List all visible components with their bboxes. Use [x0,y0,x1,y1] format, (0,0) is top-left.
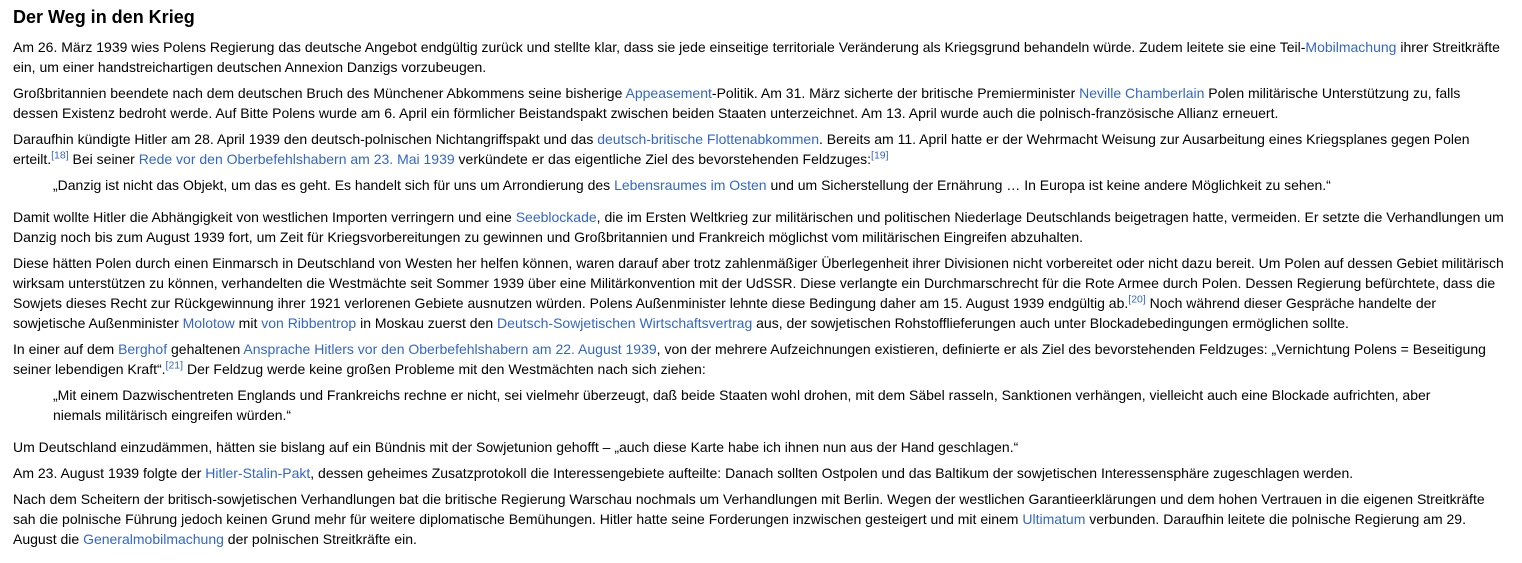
wiki-link[interactable]: Lebensraumes im Osten [614,177,767,193]
reference-marker [51,149,69,161]
wiki-link[interactable]: Neville Chamberlain [1079,85,1205,101]
wiki-link[interactable]: Mobilmachung [1305,39,1397,55]
paragraph: Daraufhin kündigte Hitler am 28. April 1939 den deutsch-polnischen Nichtangriffspakt und das deutsch-britische Flottenabkommen. Bereits am 11. April hatte er der Wehrmacht Weisung zur Ausarbeitung eines Kriegsplanes gegen Polen erteilt.[18] Bei seiner Rede vor den Oberbefehlshabern am 23. Mai 1939 verkündete er das eigentliche Ziel des bevorstehenden Feldzuges:[19] [13,131,1470,167]
reference-link[interactable]: [21] [165,359,184,372]
section-heading: Der Weg in den Krieg [13,7,195,27]
reference-link[interactable]: [19] [871,149,889,162]
wiki-link[interactable]: Hitler-Stalin-Pakt [205,465,311,481]
wiki-link[interactable]: Rede vor den Oberbefehlshabern am 23. Mai 1939 [138,151,455,167]
paragraph: Damit wollte Hitler die Abhängigkeit von westlichen Importen verringern und eine Seeblockade, die im Ersten Weltkrieg zur militärischen und politischen Niederlage Deutschlands beigetragen hatte, vermeiden. Er setzte die Verhandlungen um Danzig noch bis zum August 1939 fort, um Zeit für Kriegsvorbereitungen zu gewinnen und Großbritannien und Frankreich möglichst vom militärischen Eingreifen abzuhalten. [13,209,1504,245]
wiki-link[interactable]: Appeasement [625,85,712,101]
reference-link[interactable]: [18] [51,149,69,162]
wiki-link[interactable]: von Ribbentrop [261,315,357,331]
quote-block: „Mit einem Dazwischentreten Englands und Frankreichs rechne er nicht, sei vielmehr überzeugt, daß beide Staaten wohl drohen, mit dem Säbel rasseln, Sanktionen verhängen, vielleicht auch eine Blockade aufrichten, aber niemals militärisch eingreifen würden.“ [53,387,1431,423]
wiki-link[interactable]: Molotow [182,315,235,331]
paragraph: Am 23. August 1939 folgte der Hitler-Stalin-Pakt, dessen geheimes Zusatzprotokoll die Interessengebiete aufteilte: Danach sollten Ostpolen und das Baltikum der sowjetischen Interessensphäre zugeschlagen werden. [13,465,1354,481]
reference-marker [166,359,184,371]
paragraph: Diese hätten Polen durch einen Einmarsch in Deutschland von Westen her helfen können, waren darauf aber trotz zahlenmäßiger Überlegenheit ihrer Divisionen nicht vorbereitet oder nicht dazu bereit. Um Polen auf dessen Gebiet militärisch wirksam unterstützen zu können, verhandelten die Westmächte seit Sommer 1939 über eine Militärkonvention mit der UdSSR. Diese verlangte ein Durchmarschrecht für die Rote Armee durch Polen. Dessen Regierung befürchtete, dass die Sowjets dieses Recht zur Rückgewinnung ihrer 1921 verlorenen Gebiete ausnutzen würden. Polens Außenminister lehnte diese Bedingung daher am 15. August 1939 endgültig ab.[20] Noch während dieser Gespräche handelte der sowjetische Außenminister Molotow mit von Ribbentrop in Moskau zuerst den Deutsch-Sowjetischen Wirtschaftsvertrag aus, der sowjetischen Rohstofflieferungen auch unter Blockadebedingungen ermöglichen sollte. [13,255,1504,331]
wiki-link[interactable]: Deutsch-Sowjetischen Wirtschaftsvertrag [497,315,753,331]
paragraph: Nach dem Scheitern der britisch-sowjetischen Verhandlungen bat die britische Regierung Warschau nochmals um Verhandlungen mit Berlin. Wegen der westlichen Garantieerklärungen und dem hohen Vertrauen in die eigenen Streitkräfte sah die polnische Führung jedoch keinen Grund mehr für weitere diplomatische Bemühungen. Hitler hatte seine Forderungen inzwischen gesteigert und mit einem Ultimatum verbunden. Daraufhin leitete die polnische Regierung am 29. August die Generalmobilmachung der polnischen Streitkräfte ein. [13,491,1485,547]
reference-marker [871,149,889,161]
paragraph: Um Deutschland einzudämmen, hätten sie bislang auf ein Bündnis mit der Sowjetunion gehofft – „auch diese Karte habe ich ihnen nun aus der Hand geschlagen.“ [13,439,1019,455]
wiki-link[interactable]: Generalmobilmachung [83,531,224,547]
reference-link[interactable]: [20] [1128,293,1146,306]
wiki-link[interactable]: deutsch-britische Flottenabkommen [597,131,819,147]
wiki-link[interactable]: Ansprache Hitlers vor den Oberbefehlshabern am 22. August 1939 [243,341,657,357]
reference-marker [1128,293,1146,305]
paragraph: Am 26. März 1939 wies Polens Regierung das deutsche Angebot endgültig zurück und stellte klar, dass sie jede einseitige territoriale Veränderung als Kriegsgrund behandeln würde. Zudem leitete sie eine Teil-Mobilmachung ihrer Streitkräfte ein, um einer handstreichartigen deutschen Annexion Danzigs vorzubeugen. [13,39,1500,75]
quote-block: „Danzig ist nicht das Objekt, um das es geht. Es handelt sich für uns um Arrondierung des Lebensraumes im Osten und um Sicherstellung der Ernährung … In Europa ist keine andere Möglichkeit zu sehen.“ [53,177,1331,193]
wiki-link[interactable]: Berghof [118,341,168,357]
article-body [13,37,1508,549]
paragraph: Großbritannien beendete nach dem deutschen Bruch des Münchener Abkommens seine bisherige Appeasement-Politik. Am 31. März sicherte der britische Premierminister Neville Chamberlain Polen militärische Unterstützung zu, falls dessen Existenz bedroht werde. Auf Bitte Polens wurde am 6. April ein förmlicher Beistandspakt zwischen beiden Staaten unterzeichnet. Am 13. April wurde auch die polnisch-französische Allianz erneuert. [13,85,1461,121]
wiki-link[interactable]: Seeblockade [515,209,597,225]
paragraph: In einer auf dem Berghof gehaltenen Ansprache Hitlers vor den Oberbefehlshabern am 22. August 1939, von der mehrere Aufzeichnungen existieren, definierte er als Ziel des bevorstehenden Feldzuges: „Vernichtung Polens = Beseitigung seiner lebendigen Kraft“.[21] Der Feldzug werde keine großen Probleme mit den Westmächten nach sich ziehen: [13,341,1486,377]
wiki-link[interactable]: Ultimatum [1022,511,1086,527]
